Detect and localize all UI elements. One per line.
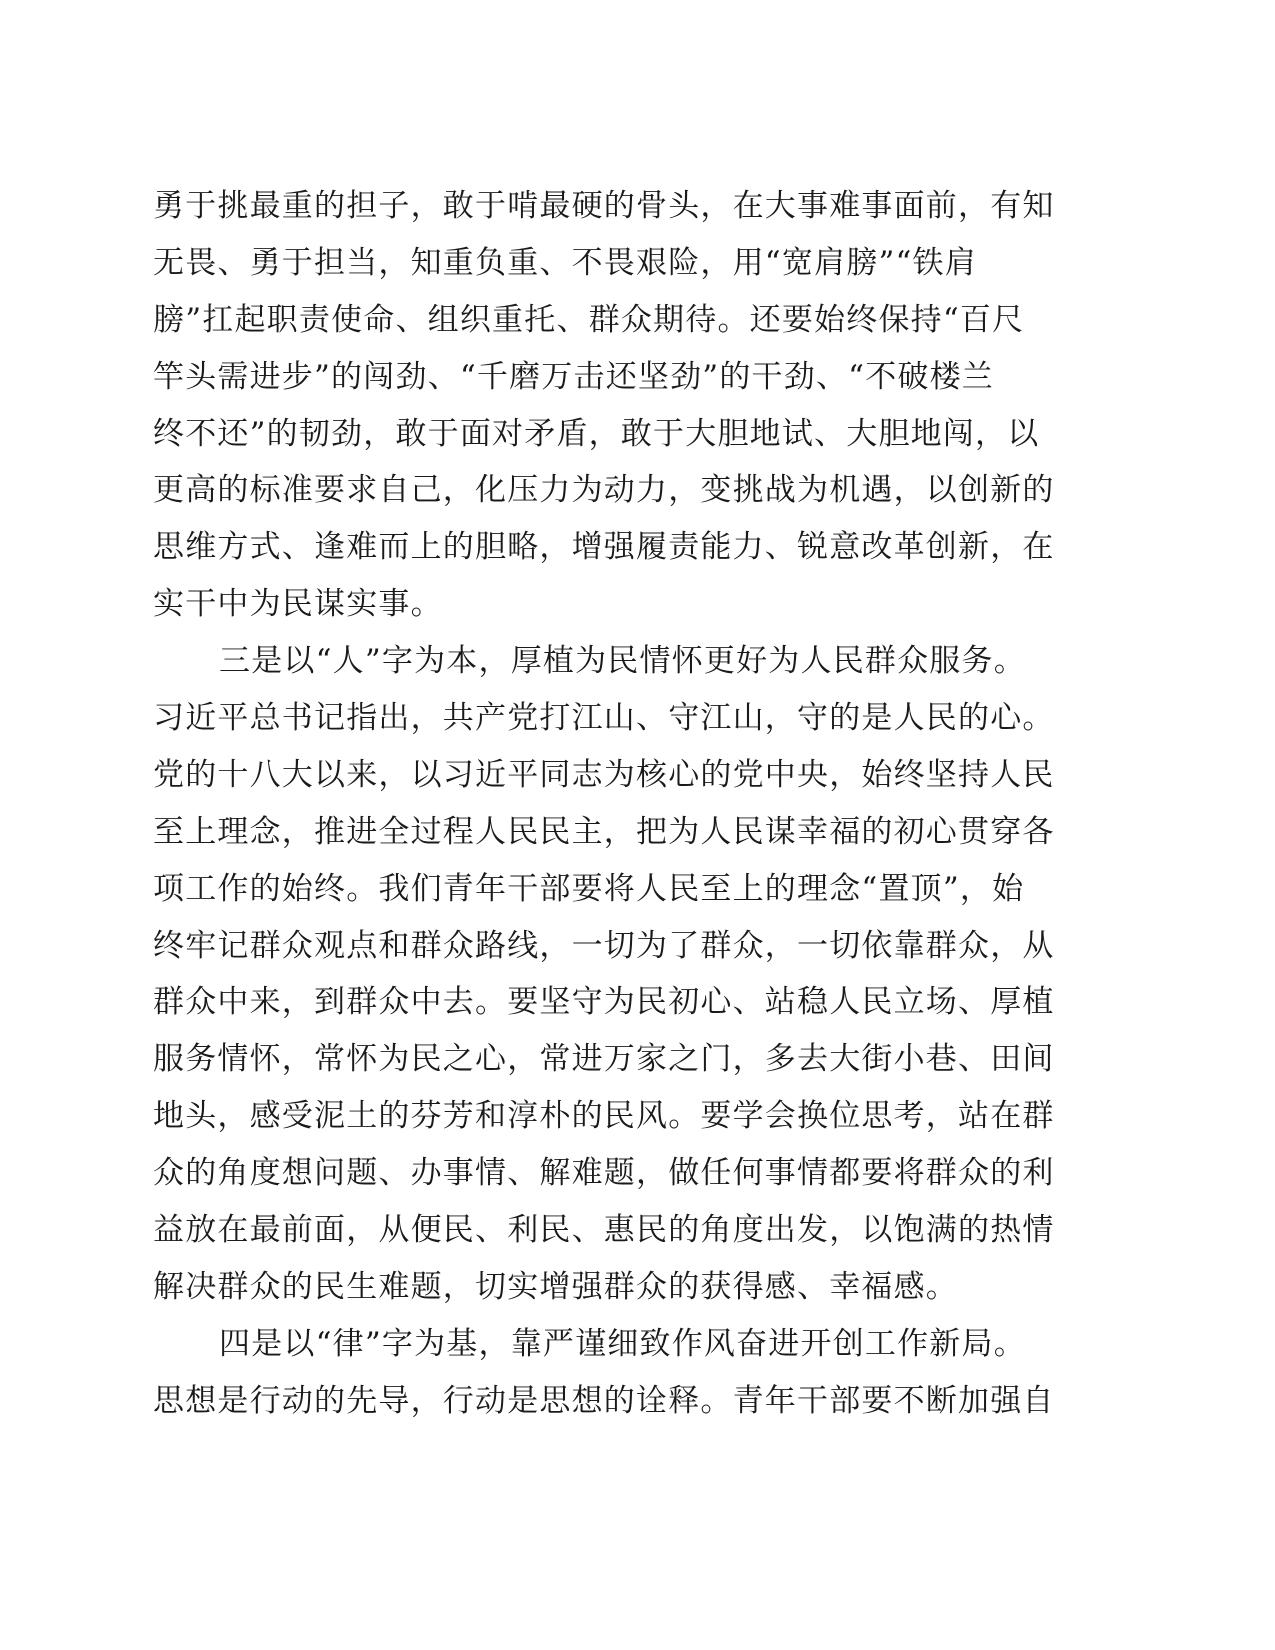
- paragraph-heading-line: 三是以“人”字为本，厚植为民情怀更好为人民群众服务。: [219, 643, 1026, 680]
- text-line: 更高的标准要求自己，化压力为动力，变挑战为机遇，以创新的: [153, 472, 1055, 509]
- text-line: 实干中为民谋实事。: [153, 586, 443, 623]
- text-line: 思想是行动的先导，行动是思想的诠释。青年干部要不断加强自: [153, 1382, 1055, 1419]
- text-line: 党的十八大以来，以习近平同志为核心的党中央，始终坚持人民: [153, 756, 1055, 793]
- paragraph-heading-line: 四是以“律”字为基，靠严谨细致作风奋进开创工作新局。: [219, 1325, 1026, 1362]
- body-text: [153, 178, 1093, 1430]
- text-line: 终牢记群众观点和群众路线，一切为了群众，一切依靠群众，从: [153, 927, 1055, 964]
- text-line: 终不还”的韧劲，敢于面对矛盾，敢于大胆地试、大胆地闯，以: [153, 415, 1040, 452]
- text-line: 解决群众的民生难题，切实增强群众的获得感、幸福感。: [153, 1268, 958, 1305]
- text-line: 益放在最前面，从便民、利民、惠民的角度出发，以饱满的热情: [153, 1212, 1055, 1249]
- text-line: 至上理念，推进全过程人民民主，把为人民谋幸福的初心贯穿各: [153, 813, 1055, 850]
- text-line: 群众中来，到群众中去。要坚守为民初心、站稳人民立场、厚植: [153, 984, 1055, 1021]
- text-line: 膀”扛起职责使命、组织重托、群众期待。还要始终保持“百尺: [153, 301, 1025, 338]
- text-line: 无畏、勇于担当，知重负重、不畏艰险，用“宽肩膀”“铁肩: [153, 244, 977, 281]
- text-line: 服务情怀，常怀为民之心，常进万家之门，多去大街小巷、田间: [153, 1041, 1055, 1078]
- text-line: 项工作的始终。我们青年干部要将人民至上的理念“置顶”，始: [153, 870, 1025, 907]
- text-line: 地头，感受泥土的芬芳和淳朴的民风。要学会换位思考，站在群: [153, 1098, 1055, 1135]
- text-line: 竿头需进步”的闯劲、“千磨万击还坚劲”的干劲、“不破楼兰: [153, 358, 994, 395]
- text-line: 思维方式、逢难而上的胆略，增强履责能力、锐意改革创新，在: [153, 529, 1055, 566]
- text-line: 众的角度想问题、办事情、解难题，做任何事情都要将群众的利: [153, 1155, 1055, 1192]
- text-line: 习近平总书记指出，共产党打江山、守江山，守的是人民的心。: [153, 700, 1055, 737]
- text-line: 勇于挑最重的担子，敢于啃最硬的骨头，在大事难事面前，有知: [153, 188, 1055, 224]
